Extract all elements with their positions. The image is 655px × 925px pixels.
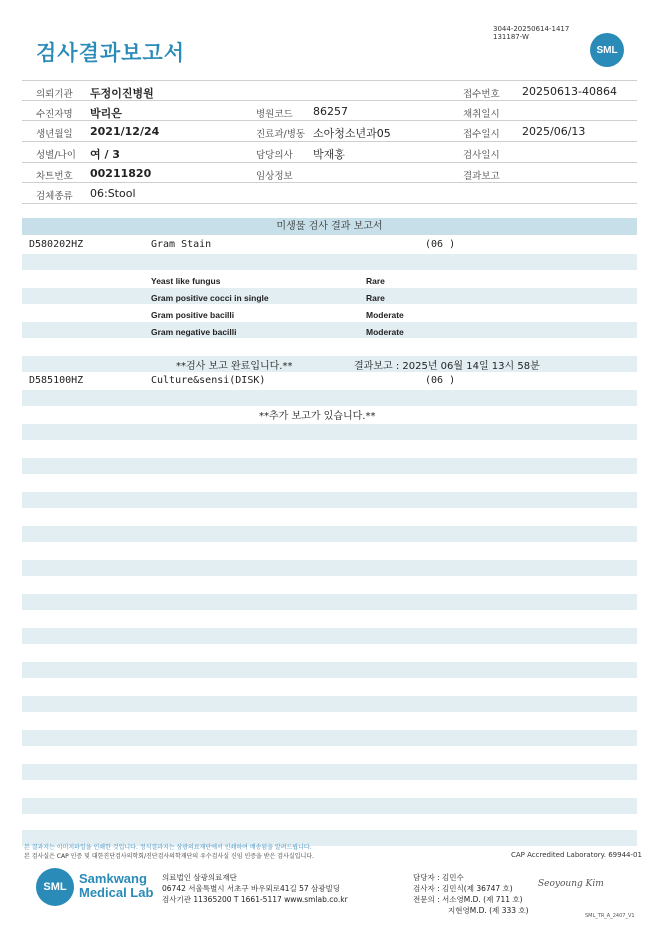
label-requesting-institution: 의뢰기관	[36, 89, 73, 100]
birth-date: 2021/12/24	[90, 125, 160, 139]
specialist-1: 전문의 : 서소영M.D. (제 711 호)	[413, 895, 523, 904]
test2-specimen: (06 )	[425, 375, 456, 386]
cap-accreditation: CAP Accredited Laboratory. 69944-01	[511, 851, 642, 859]
stripe	[22, 458, 637, 474]
label-test-date: 검사일시	[463, 150, 500, 162]
stripe	[22, 254, 637, 270]
accreditation-notice: 본 검사실은 CAP 인증 및 대한진단검사의학회/진단검사의학재단의 우수검사실 신임 인증을 받은 검사실입니다.	[24, 853, 314, 860]
stripe	[22, 730, 637, 746]
label-result-report: 결과보고	[463, 170, 500, 182]
label-collection-date: 채취일시	[463, 108, 500, 120]
result-item: Gram negative bacilli	[151, 327, 237, 337]
result-item: Yeast like fungus	[151, 276, 221, 286]
receipt-date: 2025/06/13	[522, 125, 586, 139]
info-row	[22, 80, 637, 101]
label-receipt-number: 접수번호	[463, 89, 500, 100]
result-value: Rare	[366, 293, 385, 303]
label-patient-name: 수진자명	[36, 108, 73, 120]
lab-contact: 검사기관 11365200 T 1661-5117 www.smlab.co.kr	[162, 895, 348, 904]
stripe	[22, 288, 637, 304]
info-row	[22, 183, 637, 204]
result-item: Gram positive bacilli	[151, 310, 235, 320]
patient-info-table	[22, 80, 637, 204]
print-notice: 본 결과지는 이미지파일을 인쇄한 것입니다. 정식결과지는 삼광의료재단에서 인쇄하여 배송됨을 알려드립니다.	[24, 844, 312, 851]
stripe	[22, 356, 637, 372]
test2-name: Culture&sensi(DISK)	[151, 375, 266, 386]
label-sex-age: 성별/나이	[36, 150, 76, 162]
stripe	[22, 390, 637, 406]
form-code: SML_TR_A_2407_V1	[585, 913, 635, 919]
stripe	[22, 526, 637, 542]
document-id	[493, 25, 569, 41]
result-value: Rare	[366, 276, 385, 286]
stripe	[22, 696, 637, 712]
result-value: Moderate	[366, 327, 404, 337]
report-section-title: 미생물 검사 결과 보고서	[22, 218, 637, 235]
info-row	[22, 142, 637, 163]
stripe	[22, 798, 637, 814]
stripe	[22, 322, 637, 338]
tester: 검사자 : 김민식(제 36747 호)	[413, 884, 513, 893]
label-specimen-type: 검체종류	[36, 191, 73, 203]
test1-name: Gram Stain	[151, 239, 212, 250]
requesting-institution: 두정이진병원	[90, 87, 154, 100]
report-time: 결과보고 : 2025년 06월 14일 13시 58분	[354, 361, 540, 372]
info-row	[22, 121, 637, 142]
document-id-line1: 3044-20250614-1417	[493, 25, 570, 33]
stripe	[22, 628, 637, 644]
result-item: Gram positive cocci in single	[151, 293, 269, 303]
stripe	[22, 764, 637, 780]
label-clinical-info: 임상정보	[256, 170, 293, 182]
patient-name: 박리은	[90, 106, 122, 120]
stripe	[22, 424, 637, 440]
specialist-2: 지현영M.D. (제 333 호)	[448, 906, 529, 915]
stripe	[22, 492, 637, 508]
label-chart-number: 차트번호	[36, 170, 73, 182]
stripe	[22, 662, 637, 678]
footer-sml-logo: SML	[36, 868, 74, 906]
label-birth-date: 생년월일	[36, 129, 73, 141]
label-department: 진료과/병동	[256, 129, 306, 141]
document-id-line2: 131187-W	[493, 33, 529, 41]
lab-name	[79, 872, 153, 900]
label-hospital-code: 병원코드	[256, 108, 293, 120]
physician: 박재홍	[313, 148, 345, 162]
result-value: Moderate	[366, 310, 404, 320]
sex-age: 여 / 3	[90, 148, 120, 162]
page-title: 검사결과보고서	[36, 41, 186, 65]
stripe	[22, 560, 637, 576]
label-receipt-date: 접수일시	[463, 129, 500, 141]
lab-name-line2: Medical Lab	[79, 885, 154, 900]
signature: Seoyoung Kim	[538, 879, 604, 889]
staff-block	[413, 872, 529, 916]
lab-org: 의료법인 삼광의료재단	[162, 873, 237, 882]
specimen-type: 06:Stool	[90, 187, 136, 201]
sml-logo: SML	[590, 33, 624, 67]
stripe	[22, 594, 637, 610]
lab-address-block	[162, 872, 348, 905]
hospital-code: 86257	[313, 104, 348, 118]
label-physician: 담당의사	[256, 150, 293, 162]
report-complete-notice: **검사 보고 완료입니다.**	[176, 361, 293, 372]
lab-address: 06742 서울특별시 서초구 바우뫼로41길 57 삼광빌딩	[162, 884, 341, 893]
test2-code: D585100HZ	[29, 375, 84, 386]
test1-specimen: (06 )	[425, 239, 456, 250]
test1-code: D580202HZ	[29, 239, 84, 250]
info-row	[22, 163, 637, 184]
department: 소아청소년과05	[313, 127, 391, 141]
chart-number: 00211820	[90, 166, 152, 180]
info-row	[22, 101, 637, 122]
manager: 담당자 : 김민수	[413, 873, 464, 882]
followup-notice: **추가 보고가 있습니다.**	[259, 411, 376, 422]
receipt-number: 20250613-40864	[522, 85, 617, 98]
lab-name-line1: Samkwang	[79, 871, 147, 886]
